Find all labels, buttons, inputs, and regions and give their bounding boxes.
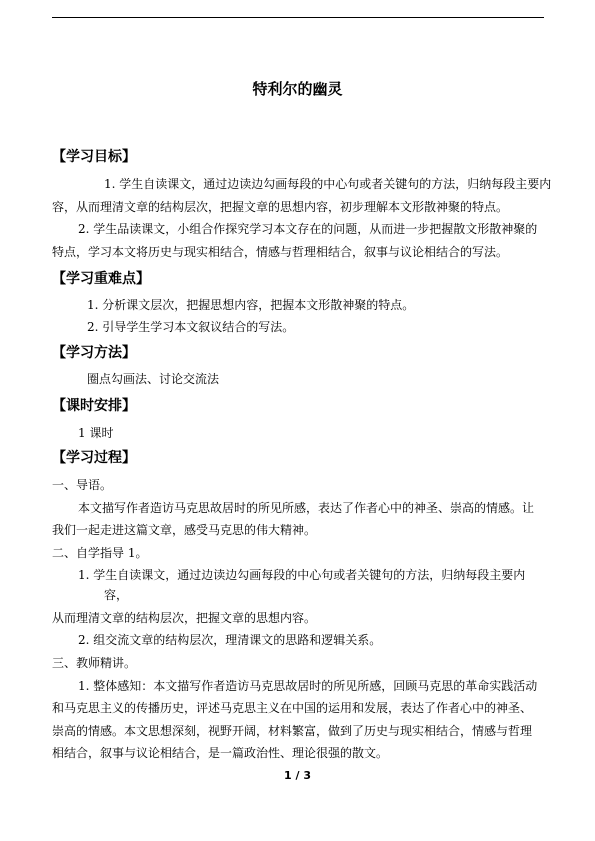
process-line-4: 二、自学指导 1。 [52,546,148,560]
method-line-1: 圈点勾画法、讨论交流法 [87,372,220,386]
goals-line-3: 2. 学生品读课文，小组合作探究学习本文存在的问题，从而进一步把握散文形散神聚的 [78,222,538,236]
process-line-7: 从而理清文章的结构层次，把握文章的思想内容。 [52,611,317,625]
page-number: 1 / 3 [284,769,311,782]
process-line-3: 我们一起走进这篇文章，感受马克思的伟大精神。 [52,523,317,537]
process-line-2: 本文描写作者造访马克思故居时的所见所感，表达了作者心中的神圣、崇高的情感。让 [78,501,535,515]
process-line-10: 1. 整体感知：本文描写作者造访马克思故居时的所见所感，回顾马克思的革命实践活动 [78,679,538,693]
header-rule [52,17,544,18]
key-points-line-1: 1. 分析课文层次，把握思想内容，把握本文形散神聚的特点。 [87,298,415,312]
key-points-line-2: 2. 引导学生学习本文叙议结合的写法。 [87,320,295,334]
process-line-8: 2. 组交流文章的结构层次，理清课文的思路和逻辑关系。 [78,633,382,647]
process-line-6: 容， [104,588,129,602]
goals-line-1: 1. 学生自读课文，通过边读边勾画每段的中心句或者关键句的方法，归纳每段主要内 [104,177,552,191]
heading-key-points: 【学习重难点】 [52,271,150,287]
heading-learning-process: 【学习过程】 [52,450,136,466]
process-line-11: 和马克思主义的传播历史，评述马克思主义在中国的运用和发展，表达了作者心中的神圣、 [52,701,533,715]
schedule-line-1: 1 课时 [78,426,114,440]
process-line-1: 一、导语。 [52,478,113,492]
process-line-12: 崇高的情感。本文思想深刻，视野开阔，材料繁富，做到了历史与现实相结合，情感与哲理 [52,724,533,738]
process-line-13: 相结合，叙事与议论相结合，是一篇政治性、理论很强的散文。 [52,746,389,760]
heading-learning-goals: 【学习目标】 [52,149,136,165]
goals-line-4: 特点，学习本文将历史与现实相结合，情感与哲理相结合，叙事与议论相结合的写法。 [52,245,509,259]
process-line-9: 三、教师精讲。 [52,656,137,670]
page-title: 特利尔的幽灵 [252,80,343,98]
heading-learning-method: 【学习方法】 [52,345,136,361]
process-line-5: 1. 学生自读课文，通过边读边勾画每段的中心句或者关键句的方法，归纳每段主要内 [78,568,526,582]
goals-line-2: 容，从而理清文章的结构层次，把握文章的思想内容，初步理解本文形散神聚的特点。 [52,200,509,214]
heading-schedule: 【课时安排】 [52,398,136,414]
